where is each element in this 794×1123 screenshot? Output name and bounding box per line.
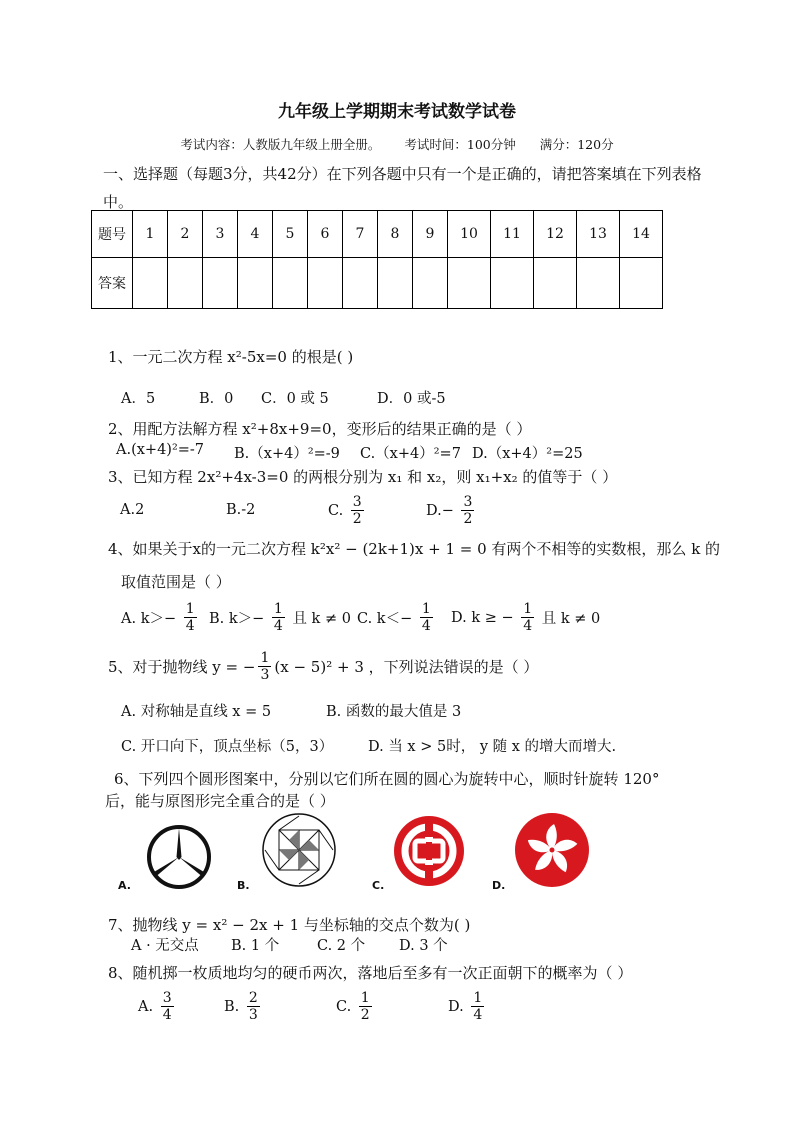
- q5-option-d[interactable]: D. 当 x > 5时， y 随 x 的增大而增大.: [368, 739, 617, 755]
- q5-option-a[interactable]: A. 对称轴是直线 x = 5: [121, 704, 272, 720]
- q5-option-c[interactable]: C. 开口向下，顶点坐标（5，3）: [121, 739, 334, 755]
- table-cell: 3: [203, 211, 238, 258]
- q4-option-d[interactable]: D. k ≥ − $\frac{1}{4}$ 且 k ≠ 0: [451, 601, 601, 634]
- pinwheel-icon: [261, 812, 337, 888]
- q4-option-c[interactable]: C. k＜− $\frac{1}{4}$: [357, 601, 431, 634]
- answer-cell[interactable]: [168, 258, 203, 309]
- exam-content: 考试内容：人教版九年级上册全册。: [180, 137, 381, 152]
- q8-option-a[interactable]: A. $\frac{3}{4}$: [138, 990, 172, 1023]
- question-6-line2: 后，能与原图形完全重合的是（ ）: [105, 792, 335, 810]
- q3-option-d[interactable]: D.− $\frac{3}{2}$: [426, 494, 473, 527]
- q2-option-a[interactable]: A.(x+4)²=-7: [116, 442, 205, 458]
- q8-option-b[interactable]: B. $\frac{2}{3}$: [224, 990, 258, 1023]
- bauhinia-flower-icon: [514, 812, 590, 888]
- table-cell: 11: [491, 211, 534, 258]
- answer-cell[interactable]: [343, 258, 378, 309]
- exam-time: 考试时间：100分钟: [404, 137, 516, 152]
- answer-cell[interactable]: [238, 258, 273, 309]
- table-cell: 1: [133, 211, 168, 258]
- q1-option-c[interactable]: C．0 或 5: [261, 391, 329, 407]
- q6-label-c[interactable]: C.: [372, 879, 385, 892]
- table-cell: 8: [378, 211, 413, 258]
- row-label-number: 题号: [92, 211, 133, 258]
- section-heading: 一、选择题（每题3分，共42分）在下列各题中只有一个是正确的，请把答案填在下列表格中。: [103, 165, 702, 211]
- mercedes-star-icon: [146, 824, 212, 890]
- answer-cell[interactable]: [203, 258, 238, 309]
- question-4-line2: 取值范围是（ ）: [121, 573, 231, 591]
- q7-option-b[interactable]: B. 1 个: [231, 938, 280, 954]
- table-cell: 10: [448, 211, 491, 258]
- q4-option-a[interactable]: A. k＞− $\frac{1}{4}$: [121, 601, 195, 634]
- q6-label-a[interactable]: A.: [118, 879, 131, 892]
- exam-info: [0, 135, 794, 153]
- question-1: 1、一元二次方程 x²-5x=0 的根是( ): [108, 348, 354, 366]
- question-7: 7、抛物线 y = x² − 2x + 1 与坐标轴的交点个数为( ): [108, 916, 471, 934]
- answer-cell[interactable]: [448, 258, 491, 309]
- answer-table: [91, 210, 663, 309]
- table-cell: 7: [343, 211, 378, 258]
- question-6: 6、下列四个圆形图案中，分别以它们所在圆的圆心为旋转中心，顺时针旋转 120°: [114, 770, 660, 788]
- table-cell: 14: [620, 211, 663, 258]
- table-cell: 5: [273, 211, 308, 258]
- q7-option-c[interactable]: C. 2 个: [317, 938, 366, 954]
- table-cell: 9: [413, 211, 448, 258]
- answer-cell[interactable]: [620, 258, 663, 309]
- row-label-answer: 答案: [92, 258, 133, 309]
- answer-cell[interactable]: [413, 258, 448, 309]
- q1-option-a[interactable]: A．5: [121, 391, 156, 407]
- q3-option-b[interactable]: B.-2: [226, 502, 256, 518]
- table-row: [92, 211, 663, 258]
- question-3: 3、已知方程 2x²+4x-3=0 的两根分别为 x₁ 和 x₂，则 x₁+x₂ 的值等于（ ）: [108, 468, 618, 486]
- q7-option-d[interactable]: D. 3 个: [399, 938, 448, 954]
- answer-cell[interactable]: [308, 258, 343, 309]
- table-cell: 13: [577, 211, 620, 258]
- q6-label-b[interactable]: B.: [237, 879, 250, 892]
- q1-option-b[interactable]: B．0: [199, 391, 234, 407]
- q7-option-a[interactable]: A · 无交点: [131, 938, 199, 954]
- answer-cell[interactable]: [491, 258, 534, 309]
- q8-option-d[interactable]: D. $\frac{1}{4}$: [448, 990, 483, 1023]
- q1-option-d[interactable]: D．0 或-5: [377, 391, 446, 407]
- answer-cell[interactable]: [273, 258, 308, 309]
- table-row: [92, 258, 663, 309]
- exam-score: 满分：120分: [539, 137, 614, 152]
- question-5: 5、对于抛物线 y = − $\frac{1}{3}$ (x − 5)² + 3 ，下列说法错误的是（ ）: [108, 650, 539, 683]
- table-cell: 12: [534, 211, 577, 258]
- q6-label-d[interactable]: D.: [492, 879, 506, 892]
- q3-option-c[interactable]: C. $\frac{3}{2}$: [328, 494, 362, 527]
- answer-cell[interactable]: [577, 258, 620, 309]
- q8-option-c[interactable]: C. $\frac{1}{2}$: [336, 990, 370, 1023]
- q4-option-b[interactable]: B. k＞− $\frac{1}{4}$ 且 k ≠ 0: [209, 601, 351, 634]
- table-cell: 2: [168, 211, 203, 258]
- q3-option-a[interactable]: A.2: [120, 502, 145, 518]
- q2-option-d[interactable]: D.（x+4）²=25: [472, 446, 583, 462]
- q2-option-b[interactable]: B.（x+4）²=-9: [234, 446, 340, 462]
- question-2: 2、用配方法解方程 x²+8x+9=0，变形后的结果正确的是（ ）: [108, 420, 532, 438]
- answer-cell[interactable]: [378, 258, 413, 309]
- q5-option-b[interactable]: B. 函数的最大值是 3: [326, 704, 462, 720]
- page-title: 九年级上学期期末考试数学试卷: [278, 102, 516, 122]
- table-cell: 4: [238, 211, 273, 258]
- answer-cell[interactable]: [534, 258, 577, 309]
- answer-cell[interactable]: [133, 258, 168, 309]
- question-4: 4、如果关于x的一元二次方程 k²x² − (2k+1)x + 1 = 0 有两个不相等的实数根，那么 k 的: [108, 540, 721, 558]
- q2-option-c[interactable]: C.（x+4）²=7: [360, 446, 461, 462]
- bank-of-china-logo-icon: [393, 815, 465, 887]
- table-cell: 6: [308, 211, 343, 258]
- question-8: 8、随机掷一枚质地均匀的硬币两次，落地后至多有一次正面朝下的概率为（ ）: [108, 964, 633, 982]
